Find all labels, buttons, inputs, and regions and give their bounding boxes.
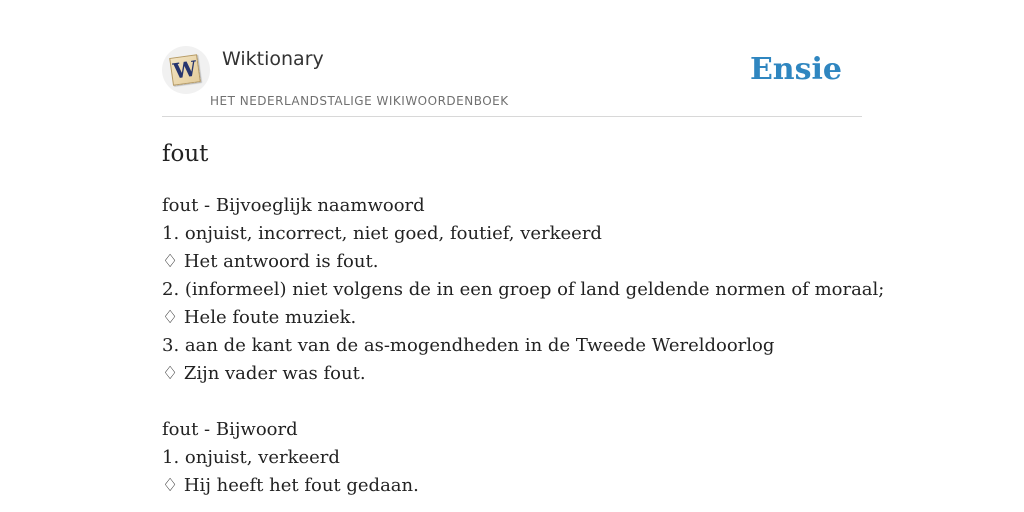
definition-line: 1. onjuist, verkeerd [162, 447, 340, 468]
entry-adjective [162, 192, 885, 388]
entry-heading: fout - Bijwoord [162, 419, 298, 440]
definitions [162, 192, 885, 500]
entry-separator [162, 388, 862, 416]
site-header [162, 40, 862, 117]
wiktionary-logo-icon[interactable] [162, 46, 210, 94]
entry-heading: fout - Bijvoeglijk naamwoord [162, 195, 425, 216]
example-line: ♢ Het antwoord is fout. [162, 251, 379, 272]
entry-adverb [162, 416, 862, 500]
example-line: ♢ Hele foute muziek. [162, 307, 357, 328]
example-line: ♢ Hij heeft het fout gedaan. [162, 475, 419, 496]
site-title[interactable]: Wiktionary [222, 48, 324, 70]
logo-letter: W [171, 55, 199, 84]
site-subtitle: HET NEDERLANDSTALIGE WIKIWOORDENBOEK [210, 94, 509, 108]
definition-line: 1. onjuist, incorrect, niet goed, foutief, verkeerd [162, 223, 602, 244]
example-line: ♢ Zijn vader was fout. [162, 363, 366, 384]
definition-line: 3. aan de kant van de as-mogendheden in de Tweede Wereldoorlog [162, 335, 775, 356]
definition-line: 2. (informeel) niet volgens de in een groep of land geldende normen of moraal; [162, 279, 885, 300]
ensie-brand-link[interactable]: Ensie [749, 52, 842, 87]
logo-tile [169, 54, 201, 86]
word-title: fout [162, 141, 209, 167]
